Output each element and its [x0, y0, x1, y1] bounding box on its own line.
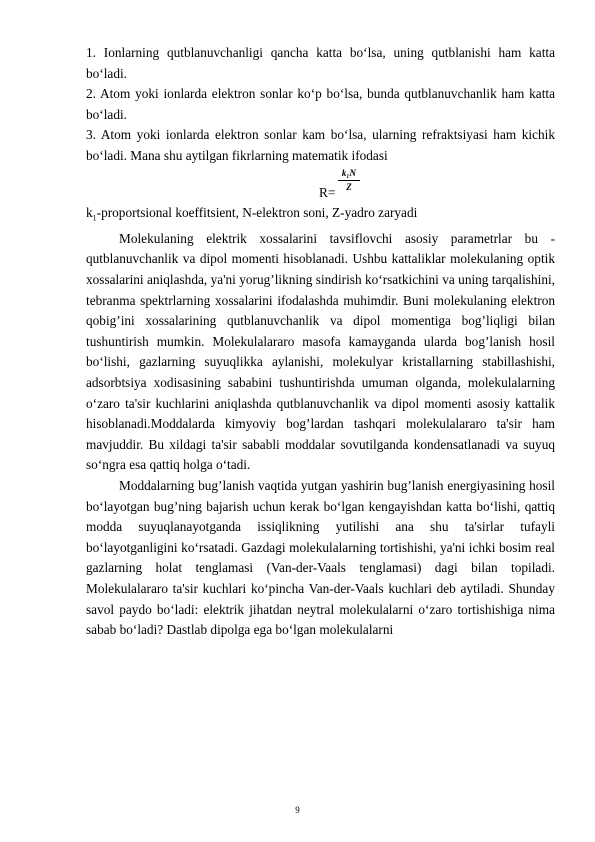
fraction-bar — [338, 180, 360, 181]
formula-fraction — [338, 167, 360, 193]
legend-k: k — [86, 204, 93, 220]
formula-legend — [86, 203, 555, 229]
paragraph-evaporation: Moddalarning bug’lanish vaqtida yutgan yashirin bug’lanish energiyasining hosil bo‘layotgan bug’ning bajarish uchun kerak bo‘lgan kengayishdan katta bo‘lishi, qattiq modda suyuqlanayotganda issiqlikning yutilishi ana shu ta'sirlar tufayli bo‘layotganligini ko‘rsatadi. Gazdagi molekulalarning tortishishi, ya'ni ichki bosim real gazlarning holat tenglamasi (Van-der-Vaals tenglamasi) dagi bilan topiladi. Molekulalararo ta'sir kuchlari ko‘pincha Van-der-Vaals kuchlari deb aytiladi. Shunday savol paydo bo‘ladi: elektrik jihatdan neytral molekulalarni o‘zaro tortishishiga nima sabab bo‘ladi? Dastlab dipolga ega bo‘lgan molekulalarni — [86, 477, 555, 638]
list-item-1: 1. Ionlarning qutblanuvchanligi qancha katta bo‘lsa, uning qutblanishi ham katta bo‘ladi. — [86, 45, 555, 81]
refraction-formula — [86, 167, 555, 203]
page-number: 9 — [295, 805, 300, 815]
legend-k-subscript: 1 — [92, 213, 97, 223]
page-body — [86, 43, 555, 641]
formula-numerator: k₁N — [341, 167, 357, 178]
formula-denominator: Z — [346, 181, 352, 192]
formula-lhs: R= — [319, 184, 336, 200]
paragraph-electric-properties: Molekulaning elektrik xossalarini tavsiflovchi asosiy parametrlar bu - qutblanuvchanlik va dipol momenti hisoblanadi. Ushbu kattaliklar molekulaning optik xossalarini aniqlashda, ya'ni yorug’likning sindirish ko‘rsatkichini va uning tarqalishini, tebranma spektrlarning xossalarini ifodalashda muhimdir. Buni molekulaning elektron qobig’ini xossalarining qutblanuvchanlik va dipol momentiga bog’liqligi bilan tushuntirish mumkin. Molekulalararo masofa kamayganda ularda bog’lanish hosil bo‘lishi, gazlarning suyuqlikka aylanishi, molekulyar kristallarning stabillashishi, adsorbtsiya xodisasining sababini tushuntirishda umuman olganda, molekulalarning o‘zaro ta'sir kuchlarini aniqlashda qutblanuvchanlik va dipol momenti asosiy kattalik hisoblanadi.Moddalarda kimyoviy bog’lardan tashqari molekulalararo ta'sir ham mavjuddir. Bu xildagi ta'sir sababli moddalar sovutilganda kondensatlanadi va suyuq so‘ngra esa qattiq holga o‘tadi. — [86, 230, 555, 473]
list-item-2: 2. Atom yoki ionlarda elektron sonlar ko‘p bo‘lsa, bunda qutblanuvchanlik ham katta bo‘ladi. — [86, 86, 555, 122]
legend-text: -proportsional koeffitsient, N-elektron soni, Z-yadro zaryadi — [96, 204, 418, 220]
list-item-3: 3. Atom yoki ionlarda elektron sonlar kam bo‘lsa, ularning refraktsiyasi ham kichik bo‘ladi. Mana shu aytilgan fikrlarning matematik ifodasi — [86, 127, 555, 163]
